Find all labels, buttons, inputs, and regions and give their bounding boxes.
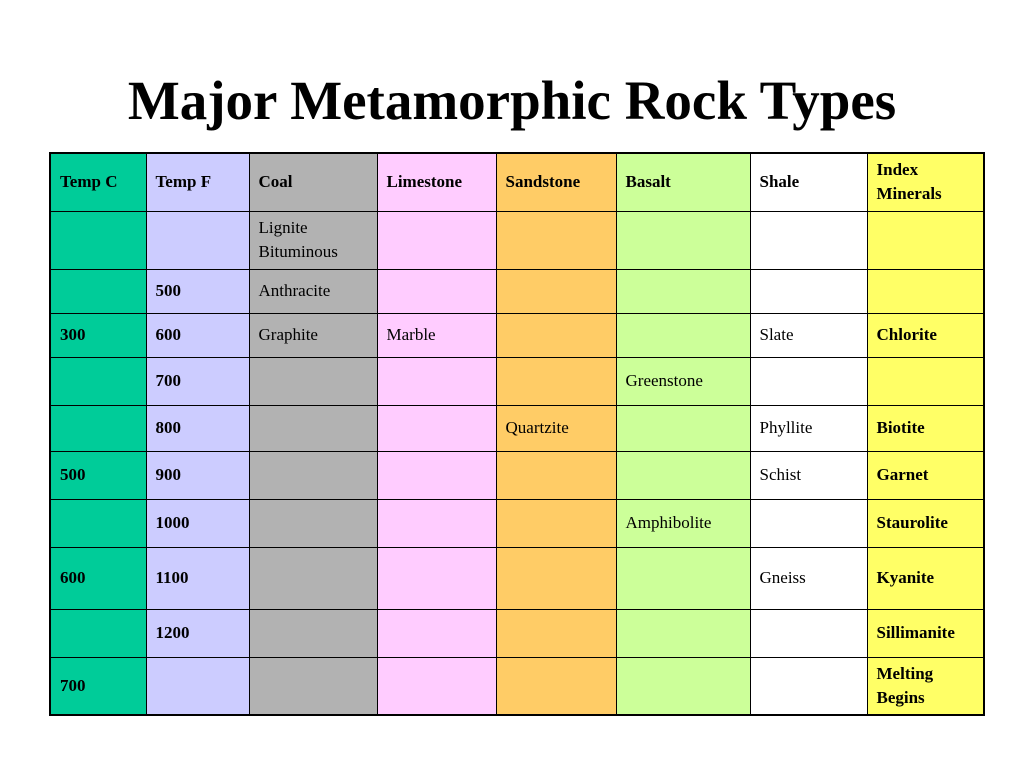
cell-limestone — [377, 211, 496, 269]
cell-temp-c: 600 — [50, 547, 146, 609]
cell-temp-f: 1100 — [146, 547, 249, 609]
cell-coal: Graphite — [249, 313, 377, 357]
cell-shale: Slate — [750, 313, 867, 357]
table-row — [50, 357, 984, 405]
cell-limestone — [377, 451, 496, 499]
cell-temp-c: 300 — [50, 313, 146, 357]
cell-coal: Lignite Bituminous — [249, 211, 377, 269]
cell-coal — [249, 451, 377, 499]
cell-temp-c — [50, 405, 146, 451]
cell-basalt — [616, 269, 750, 313]
cell-sandstone — [496, 499, 616, 547]
cell-sandstone — [496, 211, 616, 269]
table-row — [50, 211, 984, 269]
cell-basalt — [616, 609, 750, 657]
header-sandstone: Sandstone — [496, 153, 616, 211]
cell-index-mineral — [867, 269, 984, 313]
cell-sandstone — [496, 547, 616, 609]
cell-shale — [750, 657, 867, 715]
cell-limestone: Marble — [377, 313, 496, 357]
cell-basalt — [616, 405, 750, 451]
cell-basalt — [616, 451, 750, 499]
cell-temp-c — [50, 609, 146, 657]
cell-limestone — [377, 547, 496, 609]
cell-index-mineral: Chlorite — [867, 313, 984, 357]
cell-coal — [249, 547, 377, 609]
cell-limestone — [377, 405, 496, 451]
cell-coal: Anthracite — [249, 269, 377, 313]
table-row — [50, 499, 984, 547]
cell-temp-c — [50, 499, 146, 547]
cell-sandstone: Quartzite — [496, 405, 616, 451]
cell-temp-f: 700 — [146, 357, 249, 405]
cell-temp-c: 700 — [50, 657, 146, 715]
cell-basalt — [616, 547, 750, 609]
header-limestone: Limestone — [377, 153, 496, 211]
cell-index-mineral: Kyanite — [867, 547, 984, 609]
cell-coal — [249, 357, 377, 405]
header-index-minerals: Index Minerals — [867, 153, 984, 211]
header-shale: Shale — [750, 153, 867, 211]
cell-temp-c: 500 — [50, 451, 146, 499]
cell-basalt: Greenstone — [616, 357, 750, 405]
table-row — [50, 609, 984, 657]
cell-sandstone — [496, 609, 616, 657]
table-row — [50, 269, 984, 313]
cell-index-mineral — [867, 211, 984, 269]
cell-sandstone — [496, 451, 616, 499]
cell-limestone — [377, 609, 496, 657]
cell-sandstone — [496, 357, 616, 405]
cell-shale: Schist — [750, 451, 867, 499]
table-header-row — [50, 153, 984, 211]
header-temp-f: Temp F — [146, 153, 249, 211]
cell-index-mineral: Melting Begins — [867, 657, 984, 715]
cell-temp-f — [146, 211, 249, 269]
cell-index-mineral — [867, 357, 984, 405]
cell-temp-c — [50, 269, 146, 313]
cell-index-mineral: Garnet — [867, 451, 984, 499]
cell-basalt: Amphibolite — [616, 499, 750, 547]
cell-coal — [249, 657, 377, 715]
cell-temp-c — [50, 357, 146, 405]
cell-temp-f: 600 — [146, 313, 249, 357]
cell-shale — [750, 269, 867, 313]
cell-limestone — [377, 269, 496, 313]
cell-basalt — [616, 313, 750, 357]
cell-shale — [750, 499, 867, 547]
cell-coal — [249, 499, 377, 547]
cell-shale — [750, 211, 867, 269]
page-title: Major Metamorphic Rock Types — [127, 70, 897, 131]
cell-limestone — [377, 357, 496, 405]
cell-index-mineral: Biotite — [867, 405, 984, 451]
cell-temp-f: 500 — [146, 269, 249, 313]
header-basalt: Basalt — [616, 153, 750, 211]
table-row — [50, 657, 984, 715]
table-row — [50, 313, 984, 357]
header-temp-c: Temp C — [50, 153, 146, 211]
table-row — [50, 451, 984, 499]
cell-shale: Gneiss — [750, 547, 867, 609]
cell-coal — [249, 405, 377, 451]
cell-temp-f: 900 — [146, 451, 249, 499]
table-row — [50, 547, 984, 609]
table-row — [50, 405, 984, 451]
cell-temp-c — [50, 211, 146, 269]
cell-temp-f: 800 — [146, 405, 249, 451]
cell-coal — [249, 609, 377, 657]
cell-shale — [750, 357, 867, 405]
cell-sandstone — [496, 313, 616, 357]
cell-sandstone — [496, 657, 616, 715]
metamorphic-rock-table — [49, 152, 985, 716]
cell-index-mineral: Sillimanite — [867, 609, 984, 657]
cell-sandstone — [496, 269, 616, 313]
cell-shale: Phyllite — [750, 405, 867, 451]
cell-basalt — [616, 657, 750, 715]
cell-temp-f: 1200 — [146, 609, 249, 657]
header-coal: Coal — [249, 153, 377, 211]
cell-limestone — [377, 499, 496, 547]
cell-basalt — [616, 211, 750, 269]
cell-index-mineral: Staurolite — [867, 499, 984, 547]
cell-shale — [750, 609, 867, 657]
cell-temp-f — [146, 657, 249, 715]
cell-limestone — [377, 657, 496, 715]
cell-temp-f: 1000 — [146, 499, 249, 547]
